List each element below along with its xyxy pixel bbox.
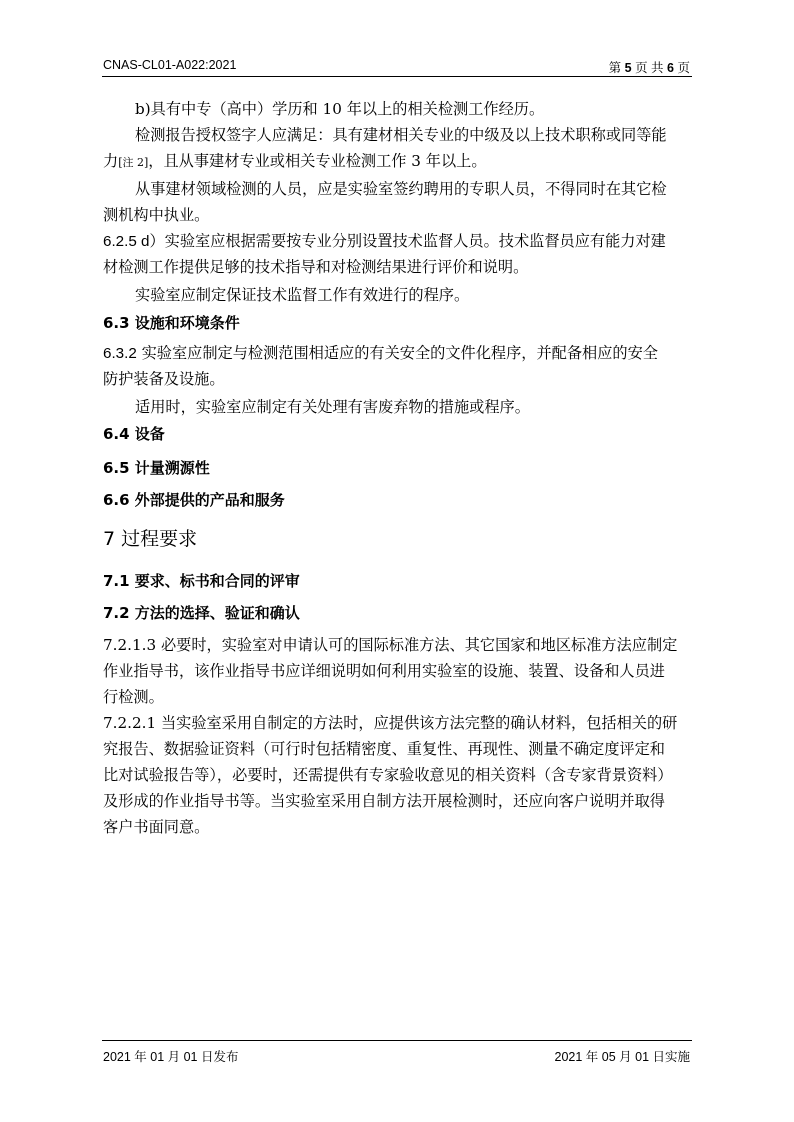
paragraph-text: 力 [103, 152, 119, 170]
paragraph: 作业指导书，该作业指导书应详细说明如何利用实验室的设施、装置、设备和人员进 [103, 662, 665, 680]
paragraph: 材检测工作提供足够的技术指导和对检测结果进行评价和说明。 [103, 258, 529, 276]
paragraph [103, 148, 695, 176]
clause-number: 6.2.5 d） [103, 233, 165, 250]
section-heading: 6.3 设施和环境条件 [103, 314, 240, 332]
page-suffix: 页 [677, 61, 690, 75]
effective-date: 2021 年 05 月 01 日实施 [554, 1050, 690, 1064]
paragraph: 7.2.1.3 必要时，实验室对申请认可的国际标准方法、其它国家和地区标准方法应制定 [103, 636, 678, 654]
section-heading: 6.4 设备 [103, 425, 165, 443]
page-prefix: 第 [608, 61, 622, 75]
paragraph: 比对试验报告等），必要时，还需提供有专家验收意见的相关资料（含专家背景资料） [103, 766, 673, 784]
issue-date: 2021 年 01 月 01 日发布 [103, 1050, 239, 1064]
paragraph: 行检测。 [103, 688, 164, 706]
paragraph: 实验室应制定保证技术监督工作有效进行的程序。 [135, 286, 470, 304]
paragraph: 从事建材领域检测的人员，应是实验室签约聘用的专职人员，不得同时在其它检 [135, 180, 667, 198]
section-heading: 6.6 外部提供的产品和服务 [103, 491, 285, 509]
paragraph: 防护装备及设施。 [103, 370, 225, 388]
page-mid: 页 共 [635, 61, 664, 75]
paragraph: b)具有中专（高中）学历和 10 年以上的相关检测工作经历。 [135, 100, 545, 118]
clause-number: 6.3.2 [103, 345, 137, 362]
section-heading: 7.1 要求、标书和合同的评审 [103, 572, 300, 590]
paragraph-text: ，且从事建材专业或相关专业检测工作 3 年以上。 [148, 152, 487, 170]
paragraph-text: 实验室应制定与检测范围相适应的有关安全的文件化程序，并配备相应的安全 [136, 344, 658, 362]
note-reference: [注 2] [118, 156, 149, 169]
section-heading: 6.5 计量溯源性 [103, 459, 210, 477]
paragraph: 7.2.2.1 当实验室采用自制定的方法时，应提供该方法完整的确认材料，包括相关的研 [103, 714, 678, 732]
header-rule [102, 76, 692, 77]
chapter-heading: 7 过程要求 [103, 528, 198, 550]
paragraph: 适用时，实验室应制定有关处理有害废弃物的措施或程序。 [135, 398, 530, 416]
paragraph: 检测报告授权签字人应满足：具有建材相关专业的中级及以上技术职称或同等能 [135, 126, 667, 144]
paragraph: 客户书面同意。 [103, 818, 210, 836]
paragraph: 测机构中执业。 [103, 206, 210, 224]
paragraph-text: 实验室应根据需要按专业分别设置技术监督人员。技术监督员应有能力对建 [164, 232, 666, 250]
paragraph [103, 228, 695, 255]
doc-code: CNAS-CL01-A022:2021 [103, 58, 237, 72]
paragraph [103, 340, 695, 367]
section-heading: 7.2 方法的选择、验证和确认 [103, 604, 300, 622]
footer-rule [102, 1040, 692, 1041]
paragraph: 及形成的作业指导书等。当实验室采用自制方法开展检测时，还应向客户说明并取得 [103, 792, 665, 810]
page-number: 5 [624, 61, 632, 75]
page-total: 6 [667, 61, 674, 75]
page-indicator [609, 58, 690, 76]
paragraph: 究报告、数据验证资料（可行时包括精密度、重复性、再现性、测量不确定度评定和 [103, 740, 665, 758]
